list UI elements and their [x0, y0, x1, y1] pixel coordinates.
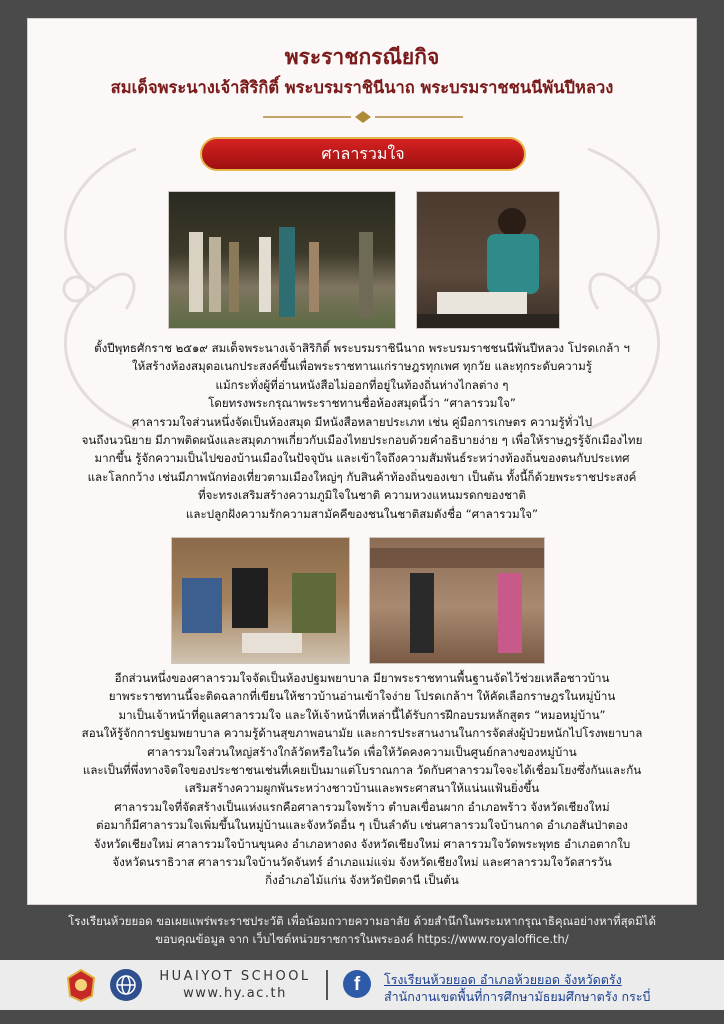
- school-website-link[interactable]: www.hy.ac.th: [183, 986, 287, 1001]
- photo-queen-handing-gift: [369, 537, 545, 664]
- page-title: พระราชกรณียกิจ: [284, 45, 440, 69]
- footer-bar: [0, 960, 724, 1010]
- text-line: จังหวัดเชียงใหม่ ศาลารวมใจบ้านขุนคง อำเภอหางดง จังหวัดเชียงใหม่ ศาลารวมใจวัดพระพุทธ อำเภอตากใบ: [93, 836, 631, 851]
- paragraph-library: [42, 339, 682, 523]
- text-line: ศาลารวมใจส่วนใหญ่สร้างใกล้วัดหรือในวัด เพื่อให้วัดคงความเป็นศูนย์กลางของหมู่บ้าน: [147, 744, 577, 759]
- text-line: ต่อมาก็มีศาลารวมใจเพิ่มขึ้นในหมู่บ้านและจังหวัดอื่น ๆ เป็นลำดับ เช่นศาลารวมใจบ้านกาด อำเภอสันป่าตอง: [96, 818, 628, 833]
- poster: [27, 18, 697, 905]
- ornamental-divider: [263, 111, 463, 123]
- photo-queen-reading: [416, 191, 560, 329]
- text-line: จนถึงนวนิยาย มีภาพติดผนังและสมุดภาพเกี่ยวกับเมืองไทยประกอบด้วยคำอธิบายง่าย ๆ เพื่อให้ราษฎรรู้จักเมืองไทย: [81, 433, 643, 448]
- footer-divider: [326, 970, 328, 1000]
- photo-villagers-meeting: [171, 537, 350, 664]
- text-line: และเป็นที่พึ่งทางจิตใจของประชาชนเช่นที่เคยเป็นมาแต่โบราณกาล วัดกับศาลารวมใจจะได้เชื่อมโยงซึ่งกันและกัน: [82, 763, 642, 778]
- text-line: โดยทรงพระกรุณาพระราชทานชื่อห้องสมุดนี้ว่า “ศาลารวมใจ”: [208, 396, 516, 411]
- text-line: มาเป็นเจ้าหน้าที่ดูแลศาลารวมใจ และให้เจ้าหน้าที่เหล่านี้ได้รับการฝึกอบรมหลักสูตร “หมอหมู่บ้าน”: [118, 707, 606, 722]
- credit-source[interactable]: ขอบคุณข้อมูล จาก เว็บไซต์หน่วยราชการในพระองค์ https://www.royaloffice.th/: [155, 932, 569, 946]
- text-line: มากขึ้น รู้จักความเป็นไปของบ้านเมืองในปัจจุบัน และเข้าใจถึงความสัมพันธ์ระหว่างท้องถิ่นของตนกับประเทศ: [94, 451, 630, 466]
- text-line: และโลกกว้าง เช่นมีภาพนักท่องเที่ยวตามเมืองใหญ่ๆ กับสินค้าท้องถิ่นของเขา เป็นต้น ทั้งนี้ก็ด้วยพระราชประสงค์: [87, 469, 637, 484]
- text-line: กิ่งอำเภอไม้แก่น จังหวัดปัตตานี เป็นต้น: [265, 873, 459, 888]
- facebook-icon[interactable]: f: [343, 970, 371, 998]
- text-line: ศาลารวมใจที่จัดสร้างเป็นแห่งแรกคือศาลารวมใจพร้าว ตำบลเขื่อนผาก อำเภอพร้าว จังหวัดเชียงใหม่: [114, 799, 610, 814]
- education-office-text: สำนักงานเขตพื้นที่การศึกษามัธยมศึกษาตรัง กระบี่: [384, 989, 651, 1004]
- text-line: ให้สร้างห้องสมุดอเนกประสงค์ขึ้นเพื่อพระราชทานแก่ราษฎรทุกเพศ ทุกวัย และทุกระดับความรู้: [132, 359, 592, 374]
- school-name: HUAIYOT SCHOOL: [159, 969, 311, 984]
- text-line: ศาลารวมใจส่วนหนึ่งจัดเป็นห้องสมุด มีหนังสือหลายประเภท เช่น คู่มือการเกษตร ความรู้ทั่วไป: [131, 414, 593, 429]
- text-line: และปลูกฝังความรักความสามัคคีของชนในชาติสมดังชื่อ “ศาลารวมใจ”: [185, 506, 539, 521]
- credit-tribute: โรงเรียนห้วยยอด ขอเผยแพร่พระราชประวัติ เพื่อน้อมถวายความอาลัย ด้วยสำนึกในพระมหากรุณาธิคุณอย่างหาที่สุดมิได้: [68, 914, 656, 928]
- text-line: เสริมสร้างความผูกพันระหว่างชาวบ้านและพระศาสนาให้แน่นแฟ้นยิ่งขึ้น: [184, 781, 540, 796]
- facebook-page-link[interactable]: โรงเรียนห้วยยอด อำเภอห้วยยอด จังหวัดตรัง: [384, 972, 622, 987]
- text-line: ยาพระราชทานนี้จะติดฉลากที่เขียนให้ชาวบ้านอ่านเข้าใจง่าย โปรดเกล้าฯ ให้คัดเลือกราษฎรในหมู่บ้าน: [108, 689, 616, 704]
- section-banner: ศาลารวมใจ: [200, 137, 526, 171]
- page-subtitle: สมเด็จพระนางเจ้าสิริกิติ์ พระบรมราชินีนาถ พระบรมราชชนนีพันปีหลวง: [110, 78, 614, 97]
- text-line: ที่จะทรงเสริมสร้างความภูมิใจในชาติ ความหวงแหนมรดกของชาติ: [197, 488, 527, 503]
- text-line: แม้กระทั่งผู้ที่อ่านหนังสือไม่ออกที่อยู่ในท้องถิ่นห่างไกลต่าง ๆ: [215, 377, 509, 392]
- text-line: จังหวัดนราธิวาส ศาลารวมใจบ้านวัดจันทร์ อำเภอแม่แจ่ม จังหวัดเชียงใหม่ และศาลารวมใจวัดสารวัน: [112, 855, 612, 870]
- globe-icon[interactable]: [110, 969, 142, 1001]
- paragraph-first-aid: [42, 669, 682, 890]
- text-line: ตั้งปีพุทธศักราช ๒๕๑๙ สมเด็จพระนางเจ้าสิริกิติ์ พระบรมราชินีนาถ พระบรมราชชนนีพันปีหลวง โปรดเกล้า ฯ: [94, 341, 630, 355]
- photo-visit-night: [168, 191, 396, 329]
- text-line: สอนให้รู้จักการปฐมพยาบาล ความรู้ด้านสุขภาพอนามัย และการประสานงานในการจัดส่งผู้ป่วยหนักไปโรงพยาบาล: [81, 726, 643, 741]
- text-line: อีกส่วนหนึ่งของศาลารวมใจจัดเป็นห้องปฐมพยาบาล มียาพระราชทานพื้นฐานจัดไว้ช่วยเหลือชาวบ้าน: [114, 671, 610, 685]
- school-crest-icon: [66, 968, 96, 1002]
